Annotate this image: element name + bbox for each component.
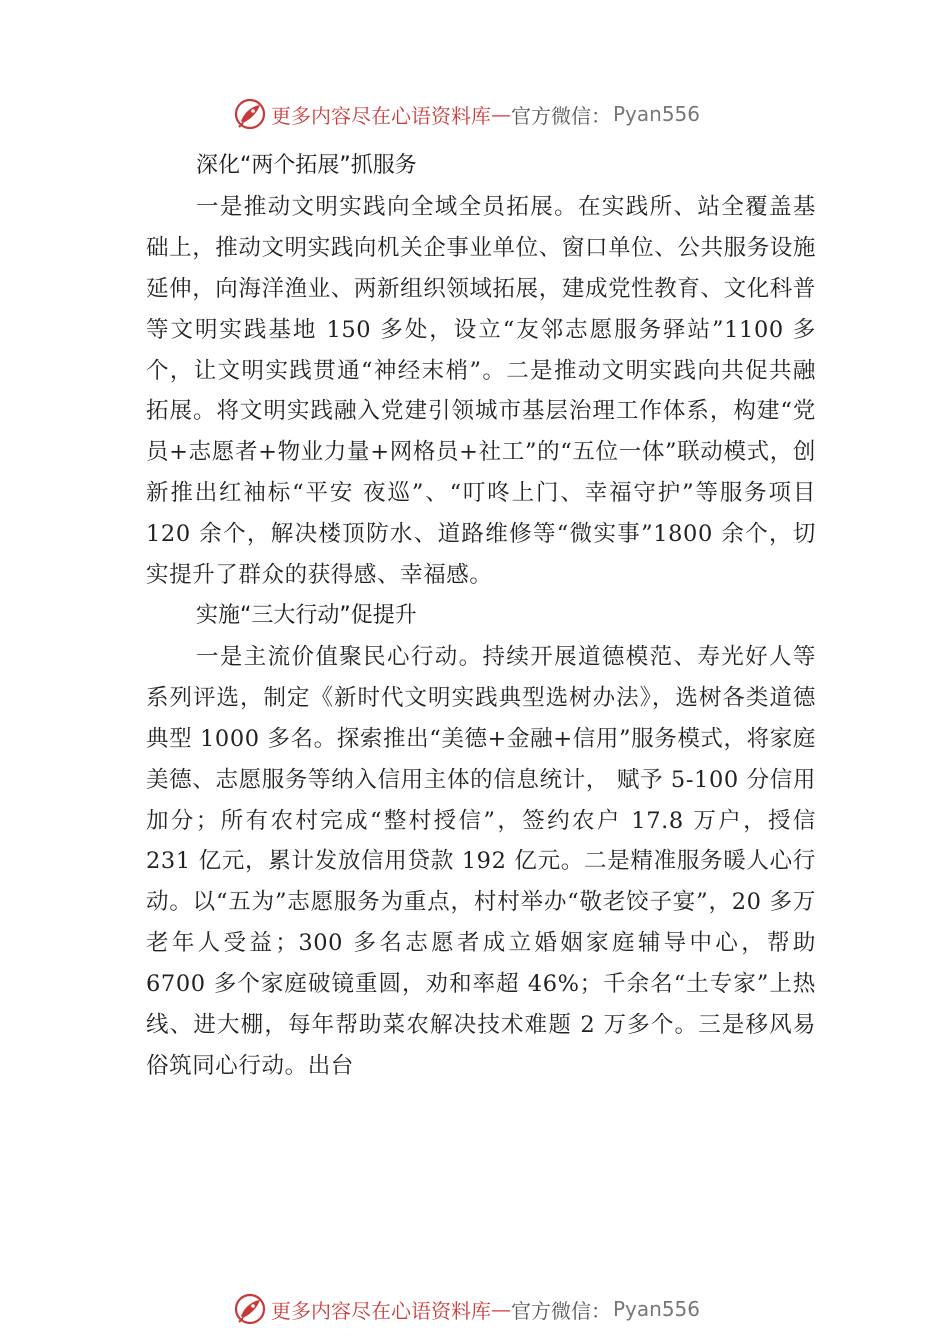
banner-separator: — (491, 102, 511, 126)
wechat-label: 官方微信： (511, 1298, 611, 1323)
footer-banner (233, 1291, 700, 1327)
section-heading-2: 实施“三大行动”促提升 (196, 602, 417, 628)
header-banner (233, 96, 700, 132)
banner-text: 更多内容尽在心语资料库 (271, 103, 491, 128)
pen-nib-logo-icon (233, 97, 267, 131)
section-heading-1: 深化“两个拓展”抓服务 (196, 153, 417, 178)
article-body (146, 146, 816, 1087)
wechat-label: 官方微信： (511, 103, 611, 128)
section-paragraph-2: 一是主流价值聚民心行动。持续开展道德模范、寿光好人等系列评选，制定《新时代文明实践典型选树办法》，选树各类道德典型 1000 多名。探索推出“美德+金融+信用”服务模式，将家庭美德、志愿服务等纳入信用主体的信息统计， 赋予 5-100 分信用加分；所有农村完成“整村授信”，签约农户 17.8 万户，授信 231 亿元，累计发放信用贷款 192 亿元。二是精准服务暖人心行动。以“五为”志愿服务为重点，村村举办“敬老饺子宴”，20 多万老年人受益；300 多名志愿者成立婚姻家庭辅导中心，帮助 6700 多个家庭破镜重圆，劝和率超 46%；千余名“土专家”上热线、进大棚，每年帮助菜农解决技术难题 2 万多个。三是移风易俗筑同心行动。出台 (146, 643, 816, 1079)
banner-separator: — (491, 1297, 511, 1321)
banner-text: 更多内容尽在心语资料库 (271, 1298, 491, 1323)
pen-nib-logo-icon (233, 1292, 267, 1326)
wechat-id: Pyan556 (613, 1297, 701, 1321)
wechat-id: Pyan556 (613, 102, 701, 126)
section-paragraph-1: 一是推动文明实践向全域全员拓展。在实践所、站全覆盖基础上，推动文明实践向机关企事业单位、窗口单位、公共服务设施延伸，向海洋渔业、两新组织领域拓展，建成党性教育、文化科普等文明实践基地 150 多处，设立“友邻志愿服务驿站”1100 多个，让文明实践贯通“神经末梢”。二是推动文明实践向共促共融拓展。将文明实践融入党建引领城市基层治理工作体系，构建“党员+志愿者+物业力量+网格员+社工”的“五位一体”联动模式，创新推出红袖标“平安 夜巡”、“叮咚上门、幸福守护”等服务项目 120 余个，解决楼顶防水、道路维修等“微实事”1800 余个，切实提升了群众的获得感、幸福感。 (146, 193, 816, 589)
